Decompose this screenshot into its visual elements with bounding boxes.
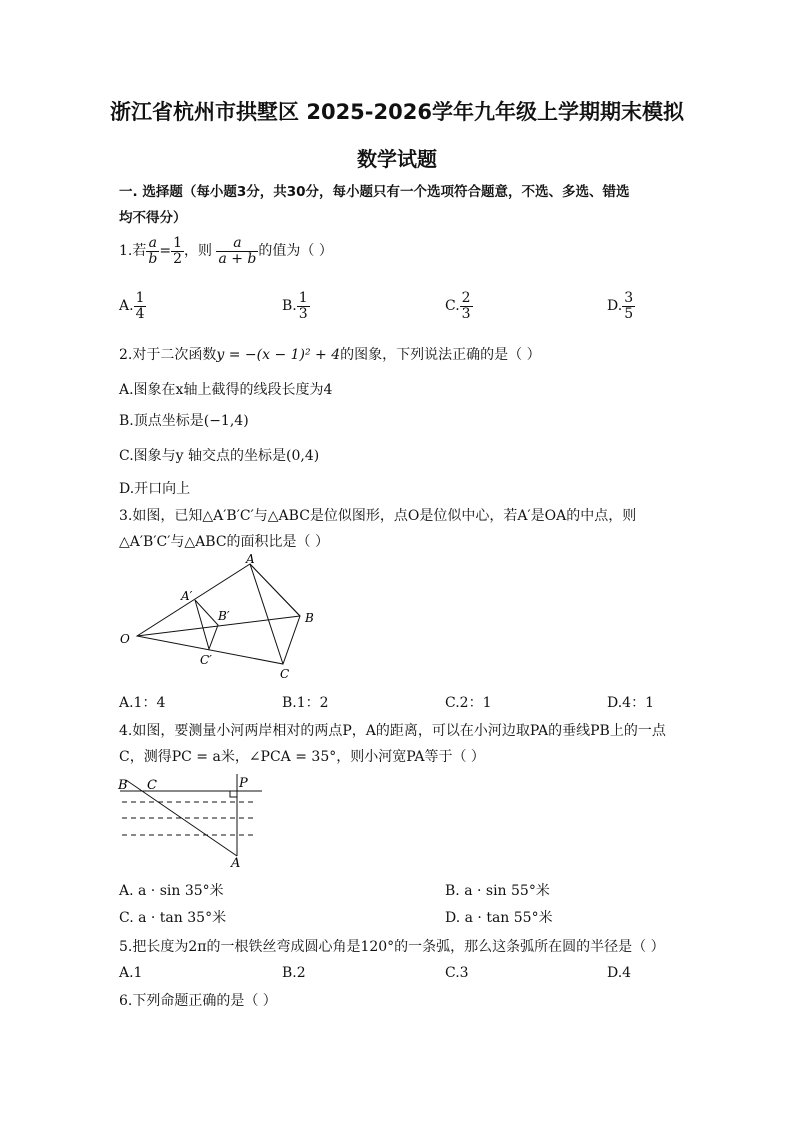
- q2-option-b: B.顶点坐标是(−1,4): [119, 413, 249, 429]
- question-3-stem: 3.如图，已知△A′B′C′与△ABC是位似图形，点O是位似中心，若A′是OA的中点，则: [119, 508, 637, 524]
- q3-option-a: A.1：4: [119, 695, 166, 711]
- doc-subtitle: 数学试题: [357, 147, 437, 171]
- q2-option-a: A.图象在x轴上截得的线段长度为4: [119, 382, 333, 398]
- q1-suffix: 的值为（ ）: [258, 243, 333, 260]
- q2-option-c: C.图象与y 轴交点的坐标是(0,4): [119, 448, 320, 464]
- q4-label-c: C: [147, 778, 157, 793]
- q3-label-b: B: [305, 611, 314, 625]
- q3-figure: [110, 552, 330, 687]
- doc-title: 浙江省杭州市拱墅区 2025-2026学年九年级上学期期末模拟: [110, 100, 684, 124]
- q1-equals: =: [159, 243, 172, 260]
- question-5-stem: 5.把长度为2π的一根铁丝弯成圆心角是120°的一条弧，那么这条弧所在圆的半径是（ ）: [119, 939, 665, 955]
- q5-option-b: B.2: [282, 965, 306, 981]
- question-3-stem-cont: △A′B′C′与△ABC的面积比是（ ）: [119, 534, 329, 550]
- question-4-stem-cont: C，测得PC = a米，∠PCA = 35°，则小河宽PA等于（ ）: [119, 749, 485, 765]
- q4-right-angle-mark: [230, 791, 237, 797]
- q5-option-c: C.3: [445, 965, 469, 981]
- q3-option-c: C.2：1: [445, 695, 492, 711]
- q4-option-b: B. a · sin 55°米: [445, 883, 550, 899]
- q3-label-c: C: [280, 667, 290, 681]
- question-4-stem: 4.如图，要测量小河两岸相对的两点P，A的距离，可以在小河边取PA的垂线PB上的一点: [119, 723, 666, 739]
- q4-label-p: P: [239, 776, 248, 791]
- q4-option-c: C. a · tan 35°米: [119, 910, 227, 926]
- q5-option-a: A.1: [119, 965, 143, 981]
- question-1-stem: [119, 236, 333, 266]
- section-heading-cont: 均不得分）: [119, 210, 187, 226]
- q1-mid: ，则: [183, 243, 212, 260]
- section-heading: 一. 选择题（每小题3分，共30分，每小题只有一个选项符合题意，不选、多选、错选: [119, 184, 630, 200]
- q3-label-a: A: [246, 552, 255, 566]
- q3-label-a1: A′: [181, 589, 193, 603]
- q3-option-b: B.1：2: [282, 695, 329, 711]
- q5-option-d: D.4: [607, 965, 632, 981]
- q3-label-b1: B′: [218, 609, 230, 623]
- q1-prefix: 1.若: [119, 243, 147, 260]
- q4-label-b: B: [118, 778, 128, 793]
- question-2-stem: 2.对于二次函数y = −(x − 1)² + 4的图象，下列说法正确的是（ ）: [119, 347, 541, 363]
- q1-condition-fraction: $\frac{a}{b}$: [148, 235, 158, 267]
- q3-label-o: O: [120, 632, 130, 646]
- q4-option-a: A. a · sin 35°米: [119, 883, 224, 899]
- question-6-stem: 6.下列命题正确的是（ ）: [119, 993, 277, 1009]
- q4-label-a: A: [231, 856, 241, 870]
- q2-formula: y = −(x − 1)² + 4: [216, 347, 341, 363]
- q4-figure: [112, 770, 272, 870]
- q2-option-d: D.开口向上: [119, 481, 191, 497]
- q1-option-a: A. $\frac{1}{4}$: [119, 290, 145, 322]
- q1-option-d: D. $\frac{3}{5}$: [607, 290, 634, 322]
- q1-expression: $\frac{a}{a + b}$: [218, 235, 257, 267]
- q1-option-b: B. $\frac{1}{3}$: [282, 290, 308, 322]
- q3-label-c1: C′: [200, 653, 212, 667]
- q1-option-c: C. $\frac{2}{3}$: [445, 290, 471, 322]
- q4-option-d: D. a · tan 55°米: [445, 910, 553, 926]
- q1-condition-value: $\frac{1}{2}$: [173, 235, 182, 267]
- q3-inner-triangle: [195, 600, 218, 649]
- q3-option-d: D.4：1: [607, 695, 654, 711]
